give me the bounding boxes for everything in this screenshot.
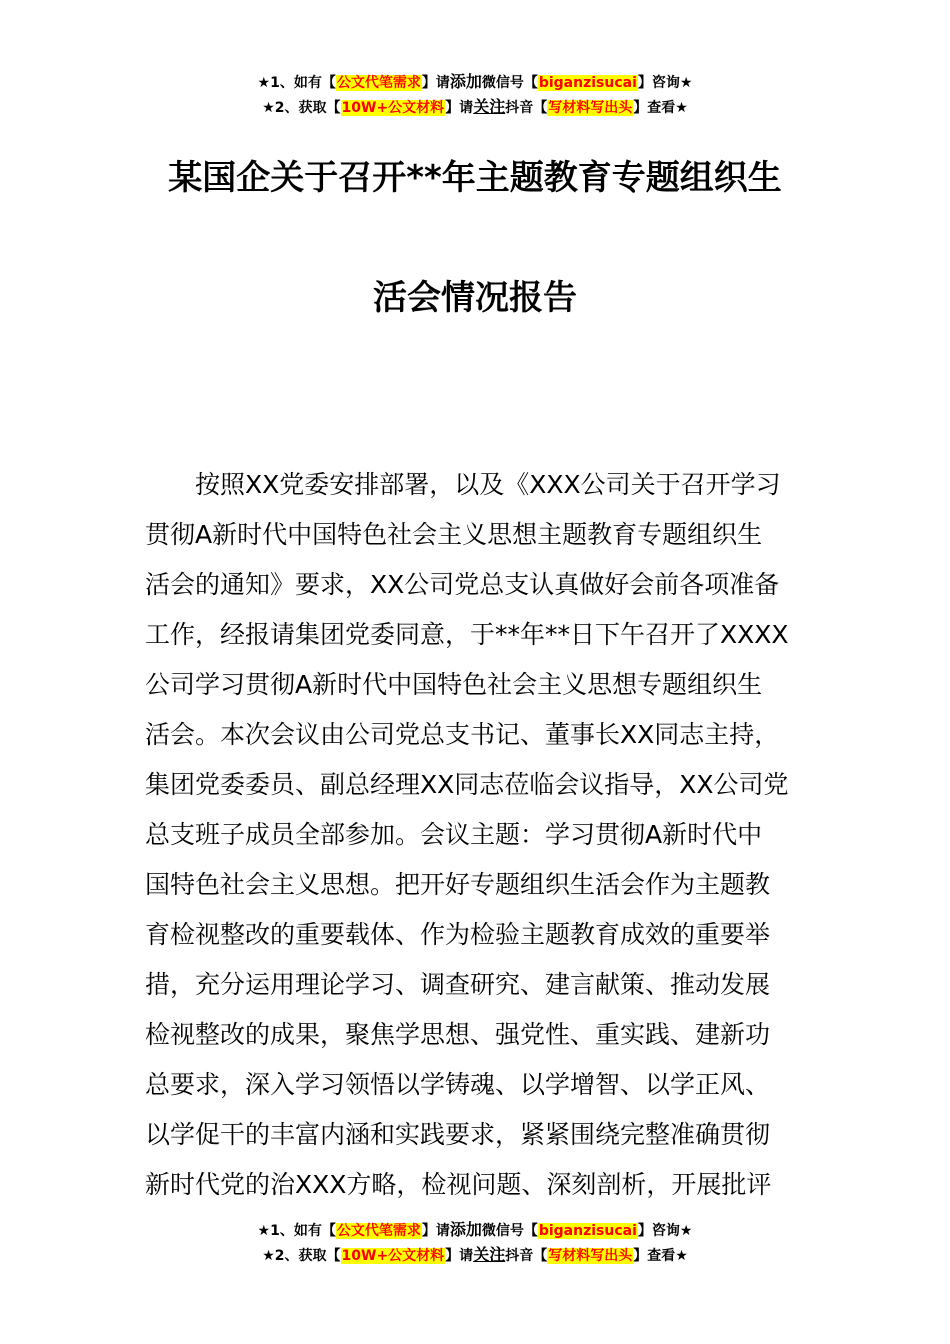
body-line: 按照XX党委安排部署，以及《XXX公司关于召开学习 bbox=[195, 470, 781, 499]
body-line: 总要求，深入学习领悟以学铸魂、以学增智、以学正风、 bbox=[145, 1070, 771, 1099]
body-line: 措，充分运用理论学习、调查研究、建言献策、推动发展 bbox=[145, 970, 771, 999]
body-line: 集团党委委员、副总经理XX同志莅临会议指导，XX公司党 bbox=[145, 770, 789, 799]
banner-line-2: ★2、获取【10W+公文材料】请关注抖音【写材料写出头】查看★ bbox=[262, 1245, 688, 1264]
body-line: 国特色社会主义思想。把开好专题组织生活会作为主题教 bbox=[145, 870, 771, 899]
douyin-highlight: 写材料写出头 bbox=[548, 100, 633, 116]
bottom-banner bbox=[0, 1218, 950, 1268]
ghostwriting-highlight: 公文代笔需求 bbox=[336, 1223, 421, 1239]
body-paragraph bbox=[145, 460, 810, 1210]
banner-line-1: ★1、如有【公文代笔需求】请添加微信号【biganzisucai】咨询★ bbox=[257, 1220, 693, 1239]
douyin-highlight: 写材料写出头 bbox=[548, 1248, 633, 1264]
body-line: 新时代党的治XXX方略，检视问题、深刻剖析，开展批评 bbox=[145, 1170, 772, 1199]
body-line: 活会的通知》要求，XX公司党总支认真做好会前各项准备 bbox=[145, 570, 780, 599]
body-line: 活会。本次会议由公司党总支书记、董事长XX同志主持， bbox=[145, 720, 780, 749]
body-line: 检视整改的成果，聚焦学思想、强党性、重实践、建新功 bbox=[145, 1020, 771, 1049]
banner-line-2: ★2、获取【10W+公文材料】请关注抖音【写材料写出头】查看★ bbox=[262, 97, 688, 116]
materials-highlight: 10W+公文材料 bbox=[341, 1248, 445, 1264]
body-line: 公司学习贯彻A新时代中国特色社会主义思想专题组织生 bbox=[145, 670, 763, 699]
document-title-line-2: 活会情况报告 bbox=[373, 278, 577, 318]
body-line: 育检视整改的重要载体、作为检验主题教育成效的重要举 bbox=[145, 920, 771, 949]
top-banner bbox=[0, 70, 950, 120]
body-line: 贯彻A新时代中国特色社会主义思想主题教育专题组织生 bbox=[145, 520, 763, 549]
body-line: 以学促干的丰富内涵和实践要求，紧紧围绕完整准确贯彻 bbox=[145, 1120, 771, 1149]
ghostwriting-highlight: 公文代笔需求 bbox=[336, 75, 421, 91]
wechat-id-highlight: biganzisucai bbox=[538, 1223, 637, 1239]
banner-line-1: ★1、如有【公文代笔需求】请添加微信号【biganzisucai】咨询★ bbox=[257, 72, 693, 91]
materials-highlight: 10W+公文材料 bbox=[341, 100, 445, 116]
wechat-id-highlight: biganzisucai bbox=[538, 75, 637, 91]
document-title-line-1: 某国企关于召开**年主题教育专题组织生 bbox=[168, 158, 782, 198]
body-line: 工作，经报请集团党委同意，于**年**日下午召开了XXXX bbox=[145, 620, 789, 649]
body-line: 总支班子成员全部参加。会议主题：学习贯彻A新时代中 bbox=[145, 820, 763, 849]
